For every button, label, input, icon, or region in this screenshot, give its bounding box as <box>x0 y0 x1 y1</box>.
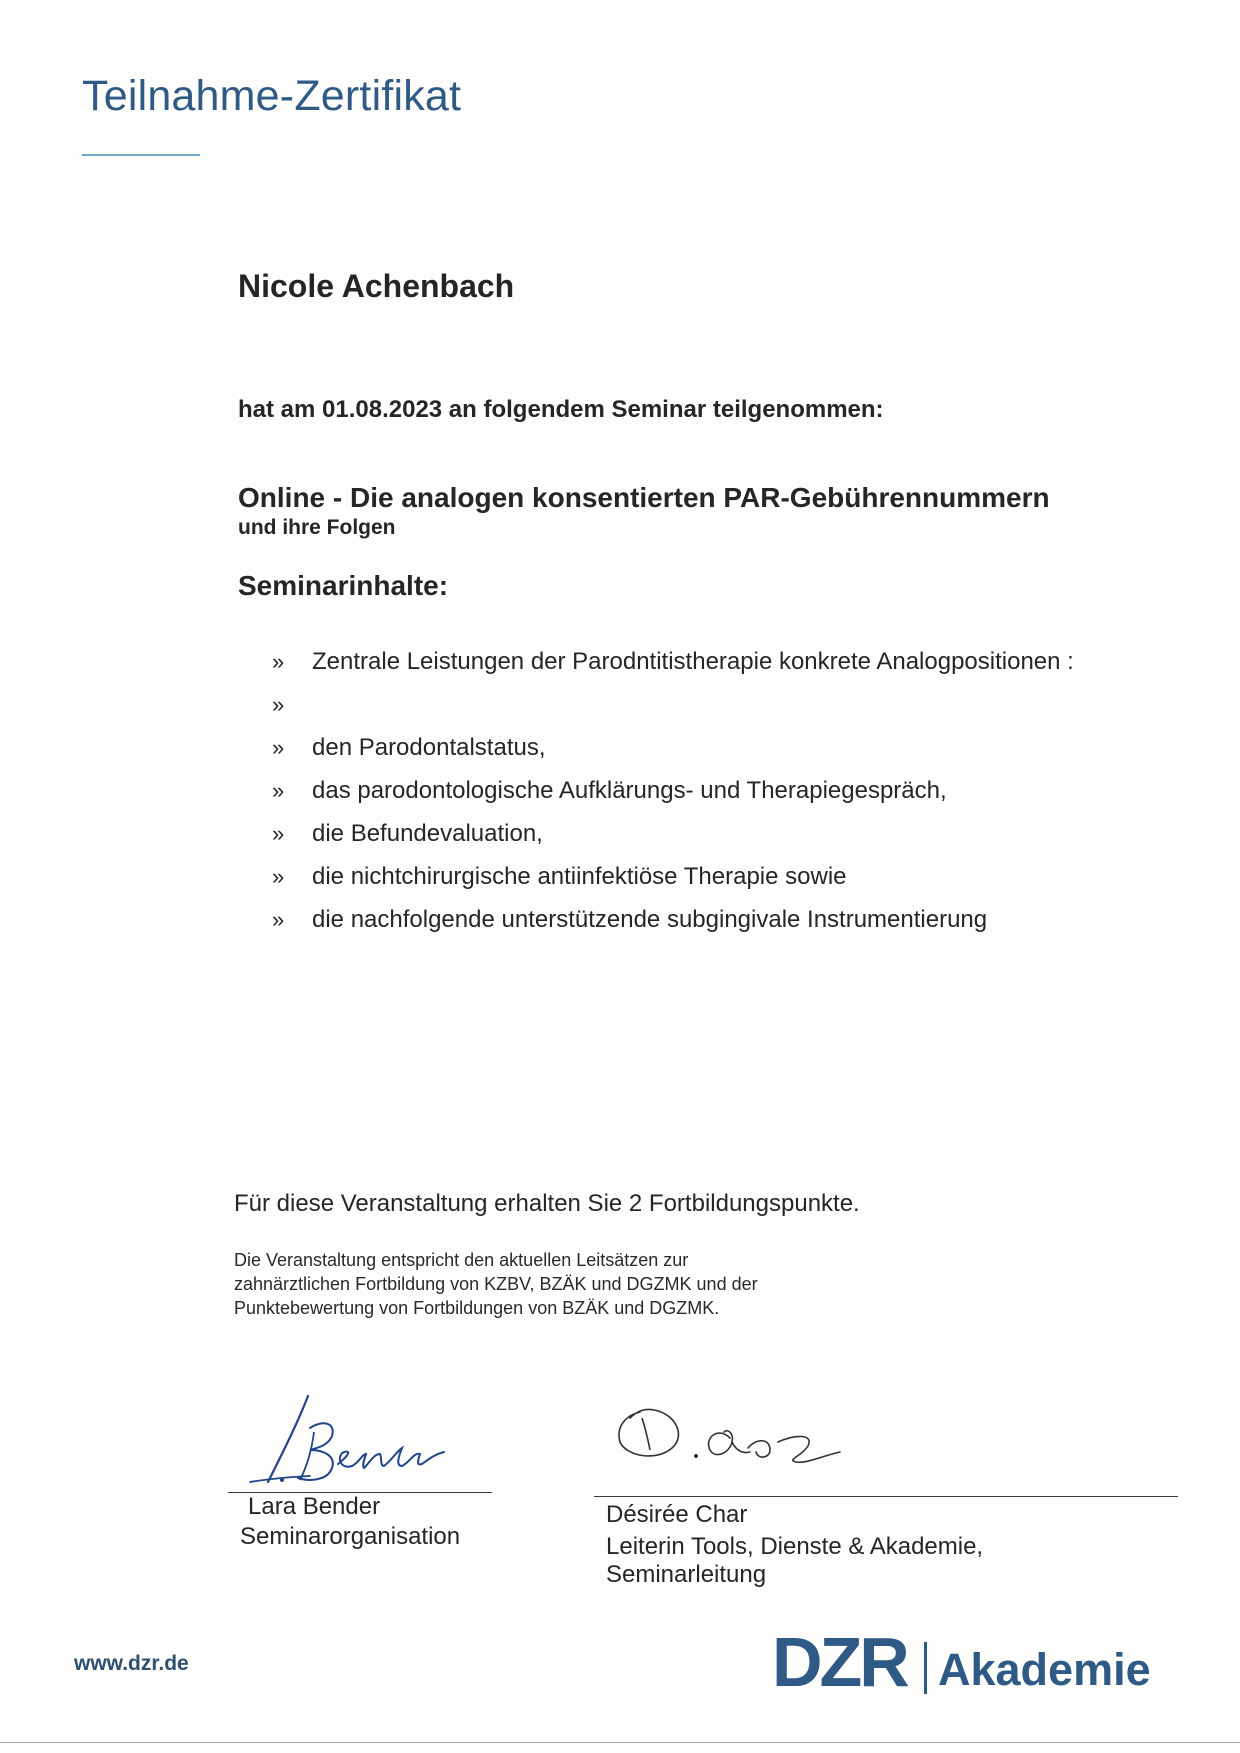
signatory-role-right-2: Seminarleitung <box>606 1561 767 1588</box>
signatory-role-right: Leiterin Tools, Dienste & Akademie, <box>606 1533 984 1560</box>
signatory-name-left: Lara Bender <box>248 1493 381 1520</box>
certificate-title: Teilnahme-Zertifikat <box>82 72 462 120</box>
bullet-mark: » <box>272 821 285 846</box>
list-item-text: die nichtchirurgische antiinfektiöse Therapie sowie <box>312 863 847 890</box>
logo-divider <box>924 1642 927 1694</box>
bullet-mark: » <box>272 692 285 717</box>
contents-heading: Seminarinhalte: <box>238 570 449 601</box>
title-underline <box>82 154 200 156</box>
bullet-mark: » <box>272 649 285 674</box>
signature-line-right <box>594 1496 1178 1497</box>
page-bottom-edge <box>0 1742 1240 1743</box>
logo-brand: DZR <box>772 1623 907 1701</box>
accreditation-line: Die Veranstaltung entspricht den aktuellen Leitsätzen zur <box>234 1250 689 1270</box>
signatory-role-left: Seminarorganisation <box>240 1523 461 1550</box>
accreditation-line: Punktebewertung von Fortbildungen von BZÄK und DGZMK. <box>234 1298 720 1318</box>
logo-text: Akademie <box>938 1644 1151 1695</box>
bullet-mark: » <box>272 778 285 803</box>
seminar-title: Online - Die analogen konsentierten PAR-Gebührennummern <box>238 482 1050 513</box>
training-points-statement: Für diese Veranstaltung erhalten Sie 2 Fortbildungspunkte. <box>234 1190 860 1217</box>
bullet-mark: » <box>272 735 285 760</box>
signatory-name-right: Désirée Char <box>606 1501 748 1528</box>
list-item-text: den Parodontalstatus, <box>312 734 546 761</box>
participant-name: Nicole Achenbach <box>238 268 515 304</box>
participation-statement: hat am 01.08.2023 an folgendem Seminar teilgenommen: <box>238 396 884 423</box>
signature-char-image <box>610 1398 850 1478</box>
bullet-mark: » <box>272 864 285 889</box>
dzr-akademie-logo <box>772 1622 1172 1702</box>
list-item-text: das parodontologische Aufklärungs- und Therapiegespräch, <box>312 777 947 804</box>
list-item-text: die nachfolgende unterstützende subgingivale Instrumentierung <box>312 906 988 933</box>
seminar-subtitle: und ihre Folgen <box>238 516 396 539</box>
list-item-text: die Befundevaluation, <box>312 820 543 847</box>
list-item-text: Zentrale Leistungen der Parodntitistherapie konkrete Analogpositionen : <box>312 648 1074 675</box>
signature-bender-image <box>240 1392 450 1492</box>
website-url: www.dzr.de <box>74 1652 189 1675</box>
bullet-mark: » <box>272 907 285 932</box>
accreditation-note <box>234 1248 934 1320</box>
accreditation-line: zahnärztlichen Fortbildung von KZBV, BZÄK und DGZMK und der <box>234 1274 758 1294</box>
